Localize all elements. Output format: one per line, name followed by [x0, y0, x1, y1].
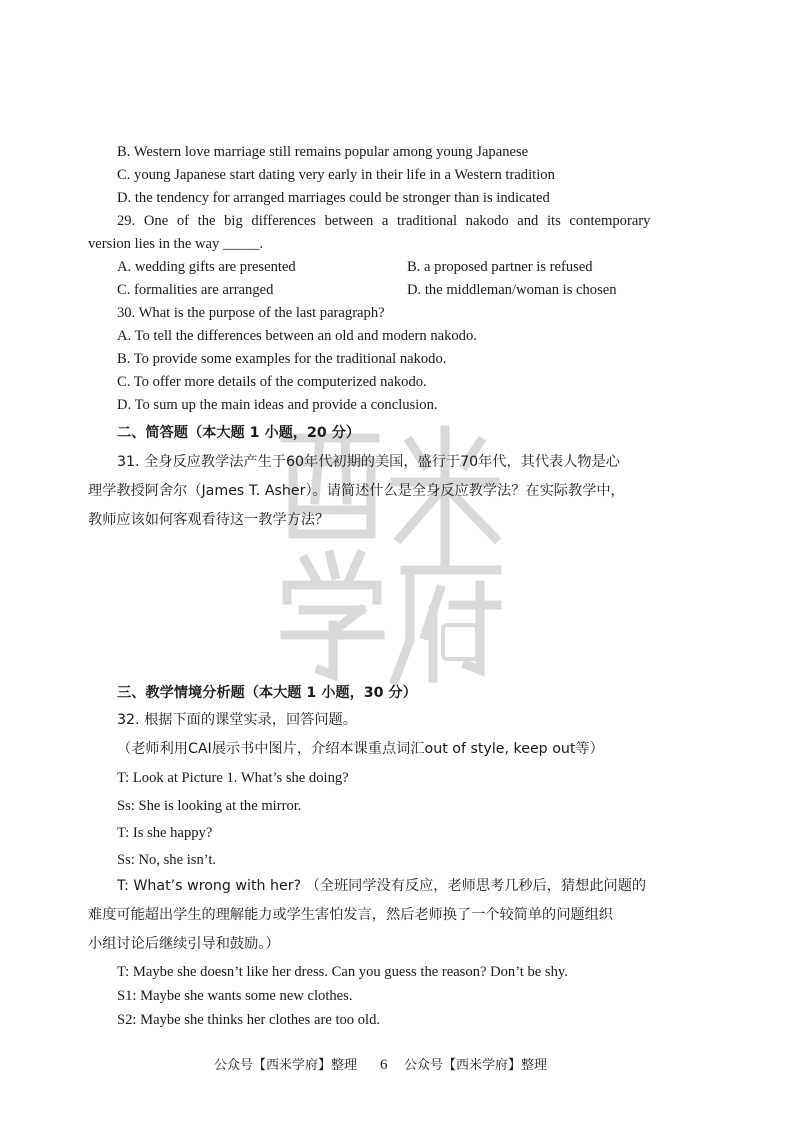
q32-line1: 32. 根据下面的课堂实录，回答问题。	[117, 712, 357, 728]
q28-option-c: C. young Japanese start dating very early in their life in a Western tradition	[117, 167, 555, 183]
dialogue-line-4: Ss: No, she isn’t.	[117, 852, 217, 868]
footer-left: 公众号【西米学府】整理	[214, 1058, 358, 1073]
q30-option-c: C. To offer more details of the computerized nakodo.	[117, 374, 427, 390]
q29-option-a: A. wedding gifts are presented	[117, 259, 296, 275]
dialogue-line-6: T: Maybe she doesn’t like her dress. Can you guess the reason? Don’t be shy.	[117, 964, 568, 980]
q31-line1: 31. 全身反应教学法产生于60年代初期的美国，盛行于70年代，其代表人物是心	[117, 454, 620, 470]
q29-option-d: D. the middleman/woman is chosen	[407, 282, 617, 298]
q30-stem: 30. What is the purpose of the last paragraph?	[117, 305, 385, 321]
q29-option-c: C. formalities are arranged	[117, 282, 274, 298]
q29-option-b: B. a proposed partner is refused	[407, 259, 593, 275]
section2-heading: 二、简答题（本大题 1 小题，20 分）	[117, 425, 361, 441]
dialogue-line-2: Ss: She is looking at the mirror.	[117, 798, 302, 814]
q32-line2: （老师利用CAI展示书中图片，介绍本课重点词汇out of style, keep out等）	[117, 741, 604, 757]
q28-option-d: D. the tendency for arranged marriages could be stronger than is indicated	[117, 190, 550, 206]
q31-line2: 理学教授阿舍尔（James T. Asher）。请简述什么是全身反应教学法？在实际教学中，	[88, 483, 625, 499]
dialogue-line-5b: 难度可能超出学生的理解能力或学生害怕发言，然后老师换了一个较简单的问题组织	[88, 907, 613, 923]
q29-stem-line2: version lies in the way _____.	[88, 236, 264, 252]
dialogue-line-5c: 小组讨论后继续引导和鼓励。）	[88, 936, 280, 952]
q31-line3: 教师应该如何客观看待这一教学方法？	[88, 512, 330, 528]
footer-right: 公众号【西米学府】整理	[404, 1058, 548, 1073]
page-number: 6	[380, 1057, 388, 1073]
dialogue-line-7: S1: Maybe she wants some new clothes.	[117, 988, 353, 1004]
dialogue-line-8: S2: Maybe she thinks her clothes are too old.	[117, 1012, 381, 1028]
q30-option-b: B. To provide some examples for the traditional nakodo.	[117, 351, 447, 367]
dialogue-line-3: T: Is she happy?	[117, 825, 213, 841]
dialogue-line-1: T: Look at Picture 1. What’s she doing?	[117, 770, 349, 786]
q30-option-a: A. To tell the differences between an old and modern nakodo.	[117, 328, 477, 344]
q28-option-b: B. Western love marriage still remains popular among young Japanese	[117, 144, 529, 160]
q29-stem-line1: 29. One of the big differences between a traditional nakodo and its contemporary	[117, 213, 651, 229]
dialogue-line-5a: T: What’s wrong with her? （全班同学没有反应，老师思考几秒后，猜想此问题的	[117, 878, 647, 894]
q30-option-d: D. To sum up the main ideas and provide a conclusion.	[117, 397, 438, 413]
section3-heading: 三、教学情境分析题（本大题 1 小题，30 分）	[117, 685, 417, 701]
